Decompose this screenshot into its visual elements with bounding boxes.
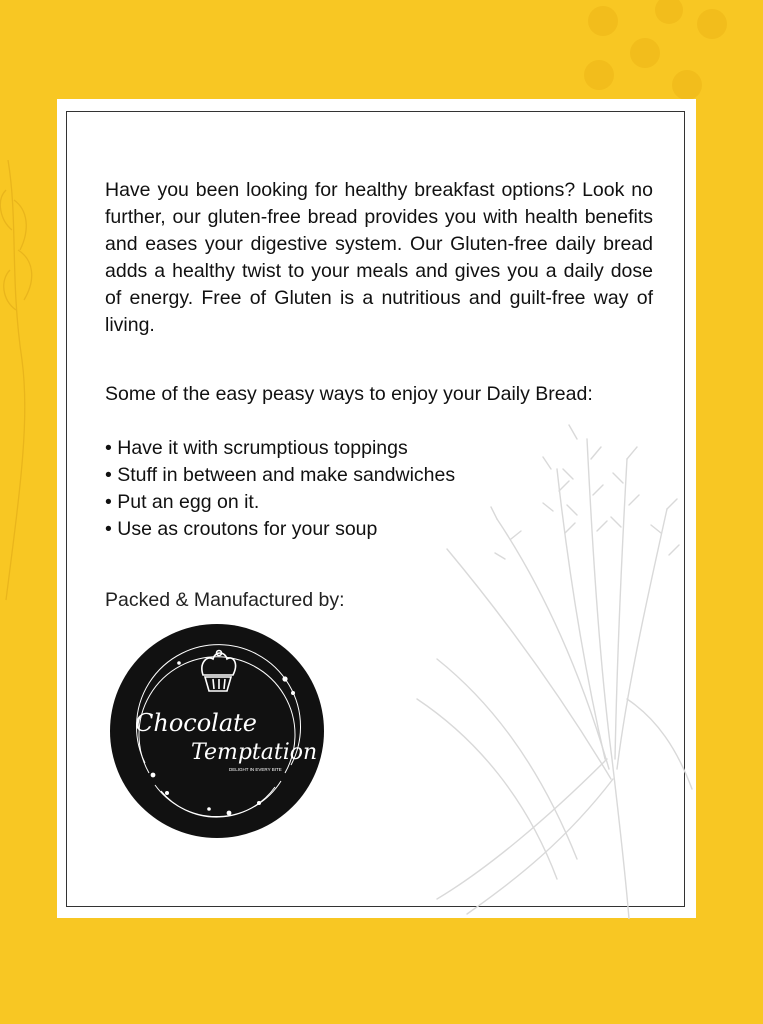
logo-line2: Temptation (191, 740, 318, 765)
list-item: • Stuff in between and make sandwiches (105, 462, 455, 489)
chocolate-temptation-logo (109, 623, 325, 839)
background-dot (630, 38, 660, 68)
wheat-sketch-left (0, 160, 50, 610)
background-dot (672, 70, 702, 100)
info-card (57, 99, 696, 918)
logo-tagline: DELIGHT IN EVERY BITE (229, 767, 282, 772)
maker-label: Packed & Manufactured by: (105, 589, 345, 611)
list-item: • Have it with scrumptious toppings (105, 435, 455, 462)
list-item: • Use as croutons for your soup (105, 516, 455, 543)
intro-paragraph: Have you been looking for healthy breakfast options? Look no further, our gluten-free bread provides you with health benefits and eases your digestive system. Our Gluten-free daily bread adds a healthy twist to your meals and gives you a daily dose of energy. Free of Gluten is a nutritious and guilt-free way of living. (105, 179, 653, 336)
list-item: • Put an egg on it. (105, 489, 455, 516)
background-dot (584, 60, 614, 90)
background-dot (588, 6, 618, 36)
ways-list (105, 435, 455, 543)
background-dot (655, 0, 683, 24)
ways-heading: Some of the easy peasy ways to enjoy your Daily Bread: (105, 383, 593, 405)
logo-line1: Chocolate (135, 709, 257, 737)
background-dot (697, 9, 727, 39)
